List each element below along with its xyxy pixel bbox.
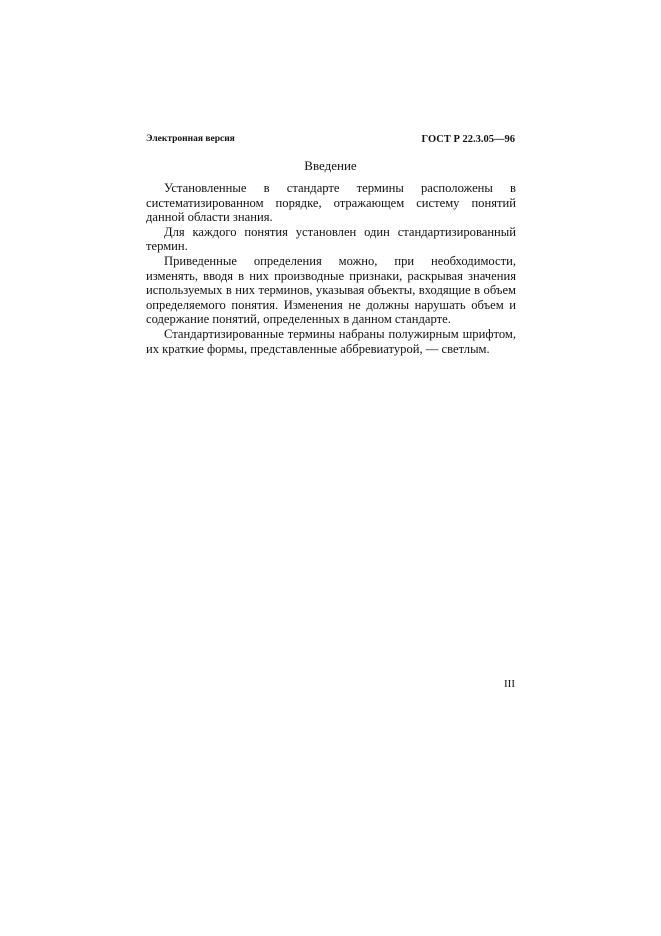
paragraph-2: Для каждого понятия установлен один стандартизированный термин.: [146, 224, 516, 254]
section-body: [146, 181, 516, 356]
paragraph-1: Установленные в стандарте термины расположены в систематизированном порядке, отражающем систему понятий данной области знания.: [146, 181, 516, 225]
section-title: Введение: [304, 158, 357, 173]
running-header: [146, 134, 515, 148]
page-number: III: [504, 678, 515, 690]
paragraph-3: Приведенные определения можно, при необходимости, изменять, вводя в них производные признаки, раскрывая значения используемых в них терминов, указывая объекты, входящие в объем определяемого понятия. Изменения не должны нарушать объем и содержание понятий, определенных в данном стандарте.: [146, 253, 516, 327]
standard-number: ГОСТ Р 22.3.05—96: [421, 134, 515, 145]
version-label: Электронная версия: [146, 134, 235, 144]
paragraph-4: Стандартизированные термины набраны полужирным шрифтом, их краткие формы, представленные аббревиатурой, — светлым.: [146, 326, 516, 356]
